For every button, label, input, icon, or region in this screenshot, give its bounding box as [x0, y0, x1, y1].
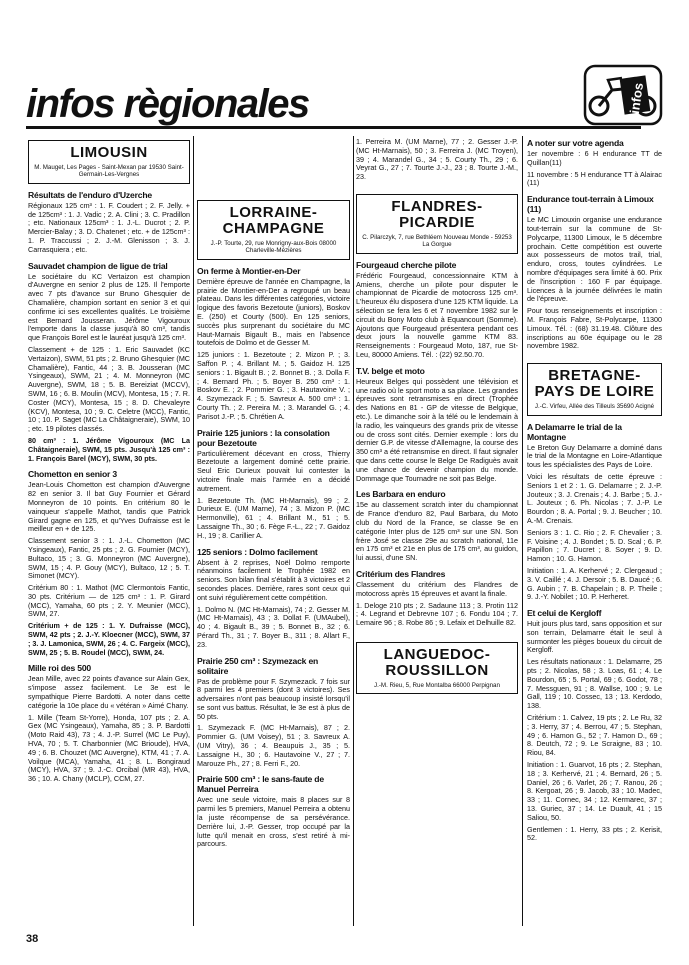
region-address: J.-C. Virfeu, Allée des Tilleuls 35690 Acigné	[534, 403, 655, 411]
article-heading: Prairie 250 cm³ : Szymezack en solitaire	[197, 655, 319, 676]
article-heading: Chometton en senior 3	[28, 469, 117, 480]
article-heading: Et celui de Kergloff	[527, 608, 602, 619]
region-box-bretagne	[527, 363, 662, 415]
region-name: LIMOUSIN	[70, 144, 148, 161]
page-number: 38	[26, 933, 39, 945]
article-text: Jean Mille, avec 22 points d'avance sur Alain Gex, s'impose assez facilement. Le 3e est le sympathique Pierre Bardotti. A noter dans cette catégorie la 10e place du « vétéran » Aimé Chany.	[28, 674, 190, 710]
page-header	[0, 0, 689, 125]
region-address: J.-M. Rieu, 5, Rue Montalba 66000 Perpignan	[374, 681, 500, 689]
article-heading: Endurance tout-terrain à Limoux (11)	[527, 194, 654, 215]
article-heading: A noter sur votre agenda	[527, 138, 624, 148]
results-text: Critérium + de 125 : 1. Y. Dufraisse (MCC), SWM, 42 pts ; 2. J.-Y. Kloecner (MCC), SWM, 37 ; 3. J. Lamonica, SWM, 26 ; 4. C. Fargeix (MCC), SWM, 25 ; 5. B. Roudel (MCC), SWM, 24.	[28, 621, 190, 657]
article-text: Le MC Limouxin organise une endurance tout-terrain sur la commune de St-Polycarpe, 11300 Limoux, le 5 décembre prochain. Cette compétition est ouverte aux possesseurs de motos trail, trial, enduro, cross, toutes cylindrées. Le nombre d'équipages sera limité à 60. Prix de l'inscription : 160 F par équipage. Licences à la journée délivrées le matin de l'épreuve.	[527, 215, 662, 304]
article-heading: Mille roi des 500	[28, 663, 91, 674]
results-text: 80 cm³ : 1. Jérôme Vigouroux (MC La Châtaigneraie), SWM, 15 pts. Jusqu'à 125 cm³ : 1. François Barel (MCY), SWM, 30 pts.	[28, 435, 190, 463]
region-box-languedoc	[356, 642, 518, 694]
article-heading: On ferme à Montier-en-Der	[197, 265, 301, 276]
article-text: Pas de problème pour F. Szymezack. 7 fois sur 8 parmi les 4 premiers (dont 3 victoires). Ses adversaires n'ont pas beaucoup insisté lorsqu'il se sont vus battus. Résultat, le 3e est à plus de 50 pts.	[197, 676, 350, 721]
results-text: Les résultats nationaux : 1. Delamarre, 25 pts ; 2. Nicolas, 58 ; 3. Loas, 61 ; 4. Le Bourdon, 65 ; 5. Portal, 69 ; 6. Godot, 78 ; 7. Messguen, 91 ; 8. Wallse, 100 ; 9. Le Gall, 119 ; 10. Cossec, 13 ; 13. Kerdodo, 138.	[527, 657, 662, 711]
article-text: Le sociétaire du KC Vertaizon est champion d'Auvergne en senior 2 plus de 125. Il l'emporte avec 7 pts d'avance sur Bruno Ghesquier de Chamalière, champion sortant en senior 3 et qui confirme ici ses excellentes qualités. Le troisième est Bernard Jousseran. Jérôme Vigouroux l'emporte dans la classe jusqu'à 80 cm³, tandis que François Borel est le lauréat jusqu'à 125 cm³.	[28, 271, 190, 343]
article-heading: Prairie 125 juniors : la consolation pour Bezetoute	[197, 427, 330, 448]
results-text: 1. Perreira M. (UM Marne), 77 ; 2. Gesser J.-P. (MC Ht-Marnais), 50 ; 3. Ferreira J. (MC Troyen), 39 ; 4. Marandel G., 34 ; 5. Courty Th., 29 ; 6. Veyrat G., 27 ; 7. Tourte J.-J., 23 ; 8. Tourte J.-M., 23.	[356, 137, 518, 182]
article-heading: Sauvadet champion de ligue de trial	[28, 260, 168, 271]
infos-logo	[582, 62, 664, 128]
article-text: Absent à 2 reprises, Noël Dolmo remporte néanmoins facilement le Trophée 1982 en seniors. Son bilan final s'établit à 3 victoires et 2 secondes places. Derrière, rares sont ceux qui ont suivi régulièrement cette compétition.	[197, 557, 350, 602]
results-text: 1. Mille (Team St-Yorre), Honda, 107 pts ; 2. A. Gex (MC Ysingeaux), Yamaha, 85 ; 3. P. Bardotti (Moto Raid 43), 73 ; 4. J.-P. Surrel (MC Le Puy), HVA, 70 ; 5. T. Charbonnier (MC Brioude), HVA, 49 ; 6. B. Chouzet (MC Auvergne), KTM, 41 ; 7. A. Voilque (MCA), Yamaha, 41 ; 8. L. Bongiraud (MCY), HVA, 37 ; 9. J.-C. Orcibal (MR 43), HVA, 36 ; 10. A. Chany (MCLP), CCM, 27.	[28, 712, 190, 784]
article-text: Jean-Louis Chometton est champion d'Auvergne 82 en senior 3. Il bat Guy Fournier et Gérard Monneyron de 10 points. En critérium 80 le vainqueur s'appelle Mathot, tandis que Patrick Girard gagne en 125, et qu'Yves Dufraisse est le meilleur en + de 125.	[28, 480, 190, 534]
article-heading: Prairie 500 cm³ : le sans-faute de Manuel Perreira	[197, 774, 324, 795]
article-text: 1er novembre : 6 H endurance TT de Quillan(11)	[527, 149, 662, 167]
article-text: Avec une seule victoire, mais 8 places sur 8 parmi les 5 premiers, Manuel Perreira a obtenu la juste récompense de sa persévérance. Derrière lui, J.-P. Gesser, trop occupé par la lutte qu'il menait en cross, s'est retiré à mi-parcours.	[197, 795, 350, 849]
column-divider	[353, 136, 354, 926]
results-text: Voici les résultats de cette épreuve : Seniors 1 et 2 : 1. G. Delamarre ; 2. J.-P. Jouteux ; 3. J. Crenais ; 4. J. Barbe ; 5. J.-L. Jouteux ; 6. Ph. Nicolas ; 7. J.-P. Le Bourdon ; 8. A. Portal ; 9. J. Beucher ; 10. A.-M. Crenais.	[527, 471, 662, 525]
region-name: BRETAGNE-PAYS DE LOIRE	[534, 367, 655, 401]
column-3	[356, 136, 518, 926]
results-text: 125 juniors : 1. Bezetoute ; 2. Mizon P. ; 3. Saffon P. ; 4. Brillant M. ; 5. Gaidoz H. 125 seniors : 1. Bigault B. ; 2. Bonnet B. ; 3. Dolla F. ; 4. Bernard Ph. ; 5. Boyer B. 250 cm³ : 1. Boskov E. ; 2. Pommier G. ; 3. Hautavoine V. ; 4. Szymezack F. ; 5. Savreux A. 500 cm³ : 1. Courty Th. ; 2. Pereira M. ; 3. Marandel G. ; 4. Parisot J.-P. ; 5. Chrétien A.	[197, 350, 350, 421]
motorcycle-icon	[585, 66, 661, 124]
article-text: Heureux Belges qui possèdent une télévision et une radio où le sport moto a sa place. Les grandes épreuves sont retransmises en direct (Trophée des Nations en 81 - GP de vitesse de Belgique, etc.). Le dimanche soir à la télé ou le lendemain à la radio, les vainqueurs des grands prix de vitesse ou de cross sont cités. Dernier exemple : lors du dernier G.P. de vitesse d'Allemagne, la course des 350 cm³ a été retransmise en direct. Il faut signaler que dans cette course le Belge De Radiguès avait une chance de devenir champion du monde. Dommage que Tournadre ne soit pas Belge.	[356, 376, 518, 483]
column-2	[197, 136, 350, 926]
article-text: 11 novembre : 5 H endurance TT à Alairac (11)	[527, 169, 662, 188]
article-text: Classement du critérium des Flandres de motocross après 15 épreuves et avant la finale.	[356, 579, 518, 598]
article-text: Le Breton Guy Delamarre a dominé dans le trial de la Montagne en Loire-Atlantique tous les spécialistes des Pays de Loire.	[527, 442, 662, 470]
article-text: Pour tous renseignements et inscription : M. François Fabre, St-Polycarpe, 11300 Limoux. Tél. : (68) 31.19.48. Clôture des inscriptions au 60e équipage ou le 28 novembre 1982.	[527, 306, 662, 351]
header-rule	[26, 126, 641, 129]
article-text: Particulièrement décevant en cross, Thierry Bezetoute a largement dominé cette prairie. Seul Eric Durieux pouvait lui contester la victoire finale mais l'armée en a décidé autrement.	[197, 448, 350, 493]
article-heading: Les Barbara en enduro	[356, 489, 446, 500]
article-text: Dernière épreuve de l'année en Champagne, la prairie de Montier-en-Der a regroupé un beau plateau. Dans les différentes catégories, victoire logique des favoris Bezetoute (juniors), Boskov E. (250) et Courty (500). En 125 seniors, succès plus surprenant du sociétaire du MC Haut-Marnais Bigault B., mais en l'absence toutefois de Dolmo et de Gesser M.	[197, 276, 350, 348]
article-text: 15e au classement scratch inter du championnat de France d'enduro 82, Paul Barbara, du Moto club du Nord de la France, se classe 9e en catégorie Inter plus de 125 cm³ sur une SN. Son frère José se classe 29e au scratch national, 11e en 175 cm³ et 21e en plus de 175 cm³, au guidon, lui aussi, d'une SN.	[356, 500, 518, 563]
region-name: LANGUEDOC-ROUSSILLON	[383, 645, 491, 679]
page-title: infos règionales	[26, 82, 309, 126]
results-text: Critérium : 1. Calvez, 19 pts ; 2. Le Ru, 32 ; 3. Herry, 37 ; 4. Berrou, 47 ; 5. Stephan, 49 ; 6. Hamon G., 52 ; 7. Hamon D., 69 ; 8. Deutch, 72 ; 9. Le Scraigne, 83 ; 10. Riou, 84.	[527, 713, 662, 758]
region-box-flandres	[356, 194, 518, 254]
region-name: LORRAINE-CHAMPAGNE	[222, 204, 325, 237]
region-box-limousin	[28, 140, 190, 184]
results-text: Initiation : 1. Guarvot, 16 pts ; 2. Stephan, 18 ; 3. Kerhervé, 21 ; 4. Bernard, 26 ; 5. Daniel, 26 ; 6. Varlet, 26 ; 7. Ranou, 26 ; 8. Kergoat, 26 ; 9. Jacob, 33 ; 10. Madec, 33 ; 11. Cornec, 34 ; 12. Kermarec, 37 ; 13. Guriec, 37 ; 14. Le Duault, 41 ; 15 Saliou, 50.	[527, 760, 662, 822]
column-4	[527, 136, 662, 926]
article-heading: Critérium des Flandres	[356, 568, 446, 579]
article-text: Frédéric Fourgeaud, concessionnaire KTM à Amiens, cherche un pilote pour disputer le championnat de Picardie de motocross 125 cm³. L'heureux élu disposera d'une 125 KTM liquide. La sélection se fera les 6 et 7 novembre 1982 sur le circuit du Bony Moto club à Equancourt (Somme). Ajoutons que Fourgeaud présentera pendant ces deux jours la nouvelle gamme KTM 83. Renseignements : Fourgeaud Moto, 187, rue St-Leu, 80000 Amiens. Tél. : (22) 92.50.70.	[356, 270, 518, 359]
column-divider	[522, 136, 523, 926]
results-text: Gentlemen : 1. Herry, 33 pts ; 2. Kerisit, 52.	[527, 824, 662, 843]
region-box-lorraine	[197, 200, 350, 260]
region-address: C. Pilarczyk, 7, rue Bethléem Nouveau Monde - 59253 La Gorgue	[362, 233, 512, 249]
article-heading: T.V. belge et moto	[356, 365, 425, 376]
article-text: Régionaux 125 cm³ : 1. F. Coudert ; 2. F. Jelly. + de 125cm³ : 1. J. Vadic ; 2. A. Clini ; 3. C. Pradillon ; etc. Nationaux 125cm³ : 1. J.-L. Ducrot ; 2. P. Mercier-Balay ; 3. D. Chatenet ; etc. + de 125cm³ : 1. P. Traccussi ; 2. J.-M. Glenisson ; 3. J. Carrasquiera ; etc.	[28, 200, 190, 254]
results-text: Seniors 3 : 1. C. Rio ; 2. F. Chevalier ; 3. F. Voisine ; 4. J. Bondet ; 5. D. Scal ; 6. P. Papillon ; 7. Ducret ; 8. Soyer ; 9. D. Hamon ; 10. G. Hamon.	[527, 527, 662, 564]
article-heading: Fourgeaud cherche pilote	[356, 259, 457, 270]
results-text: 1. Bezetoute Th. (MC Ht-Marnais), 99 ; 2. Durieux E. (UM Marne), 74 ; 3. Mizon P. (MC Hermonville), 61 ; 4. Brillant M., 51 ; 5. Lassaigne Th., 30 ; 6. Fège F.-L., 22 ; 7. Gaidoz H., 19 ; 8. Carillier A.	[197, 495, 350, 540]
region-name: FLANDRES-PICARDIE	[391, 197, 483, 231]
infos-logo-text: infos	[626, 81, 647, 115]
article-text: Huit jours plus tard, sans opposition et sur son terrain, Delamarre était le seul à surmonter les pièges boueux du circuit de Kergloff.	[527, 619, 662, 655]
results-text: 1. Dolmo N. (MC Ht-Marnais), 74 ; 2. Gesser M. (MC Ht-Marnais), 43 ; 3. Dollat F. (UMAubel), 40 ; 4. Bigault B., 39 ; 5. Bonnet B., 32 ; 6. Pérard Th., 31 ; 7. Boyer B., 311 ; 8. Allart F., 23.	[197, 604, 350, 649]
results-text: 1. Szymezack F. (MC Ht-Marnais), 87 ; 2. Pommier G. (UM Voisey), 51 ; 3. Savreux A. (UM Vitry), 36 ; 4. Beaupuis J., 35 ; 5. Lassaigne H., 30 ; 6. Hautavoine V., 27 ; 7. Marouze Ph., 27 ; 8. Ferri F., 20.	[197, 723, 350, 768]
results-text: 1. Deloge 210 pts ; 2. Sadaune 113 ; 3. Protin 112 ; 4. Legrand et Debrevne 107 ; 6. Fondu 104 ; 7. Lemaire 96 ; 8. Robe 86 ; 9. Lefaix et Delhuille 82.	[356, 600, 518, 628]
results-text: Classement senior 3 : 1. J.-L. Chometton (MC Ysingeaux), Fantic, 25 pts ; 2. G. Fournier (MCY), Bultaco, 15 ; 3. G. Monneyron (MC Auvergne), SWM, 15 ; 4. P. Gouy (MCY), Bultaco, 12 ; 5. T. Simonet (MCY).	[28, 536, 190, 581]
column-1	[28, 136, 190, 926]
article-heading: Résultats de l'enduro d'Uzerche	[28, 189, 152, 200]
article-heading: A Delamarre le trial de la Montagne	[527, 421, 622, 442]
region-address: J.-P. Tourte, 29, rue Monrigny-aux-Bois 08000 Charleville-Mézières	[210, 240, 337, 255]
results-text: Initiation : 1. A. Kerhervé ; 2. Clergeaud ; 3. V. Caillé ; 4. J. Dersoir ; 5. B. Daucé ; 6. G. Aubin ; 7. B. Chapelain ; 8. P. Theile ; 9. J.-Y. Nobilet ; 10. P. Herheret.	[527, 565, 662, 602]
results-text: Critérium 80 : 1. Mathot (MC Clermontois Fantic, 30 pts. Critérium — de 125 cm³ : 1. P. Girard (MCC), Yamaha, 60 pts ; 2. Y. Meunier (MCC), SWM, 27.	[28, 583, 190, 619]
region-address: M. Mauget, Les Pages - Saint-Mexan par 19530 Saint-Germain-Les-Vergnes	[34, 164, 184, 179]
results-text: Classement + de 125 : 1. Eric Sauvadet (KC Vertaizon), SWM, 51 pts ; 2. Bruno Ghesquier (MC Chamalière), Fantic, 44 ; 3. B. Jousseran (MC Ysingeaux), SWM, 21 ; 4. M. Monneyron (MC Auvergne), SWM, 18 ; 5. B. Bereiziat (MCCV), SWM, 16 ; 6. B. Moulin (MCV), Montesa, 15 ; 7. R. Coster (MCY), Montesa, 15 ; 8. D. Chevaleyre (KCV), Montesa, 10 ; 9. C. Celetre (MCC), Fantic, 10 ; 10. P. Saget (MC La Châtaigneraie), SWM, 10 ; etc. 19 pilotes classés.	[28, 344, 190, 434]
column-divider	[193, 136, 194, 926]
article-heading: 125 seniors : Dolmo facilement	[197, 546, 318, 557]
